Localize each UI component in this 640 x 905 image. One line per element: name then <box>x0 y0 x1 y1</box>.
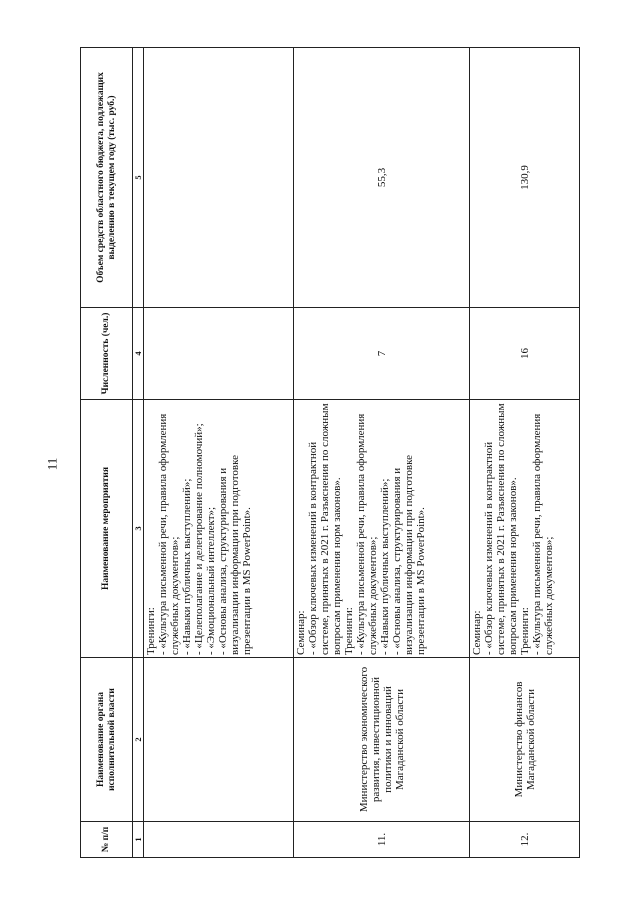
row-num <box>144 822 294 858</box>
event-line: Тренинги: <box>343 607 355 655</box>
header-num: № п/п <box>81 822 133 858</box>
event-line: - «Обзор ключевых изменений в контрактной системе, принятых в 2021 г. Разъяснения по сложным вопросам применения норм законов». <box>483 403 519 655</box>
event-line: - «Основы анализа, структурирования и визуализации информации при подготовке презентации в MS PowerPoint». <box>391 454 427 655</box>
row-count <box>144 308 294 400</box>
column-number: 1 <box>133 822 144 858</box>
row-org: Министерство финансов Магаданской области <box>470 658 580 822</box>
row-num: 11. <box>294 822 470 858</box>
row-num: 12. <box>470 822 580 858</box>
column-number-row <box>133 48 144 858</box>
row-event <box>470 400 580 658</box>
row-budget: 130,9 <box>470 48 580 308</box>
column-number: 5 <box>133 48 144 308</box>
header-event: Наименование мероприятия <box>81 400 133 658</box>
column-number: 4 <box>133 308 144 400</box>
rotated-page <box>80 48 580 858</box>
table-row <box>144 48 294 858</box>
column-number: 3 <box>133 400 144 658</box>
row-count: 16 <box>470 308 580 400</box>
event-line: Семинар: <box>295 610 307 655</box>
event-line: - «Обзор ключевых изменений в контрактной системе, принятых в 2021 г. Разъяснения по сложным вопросам применения норм законов». <box>307 403 343 655</box>
row-event <box>144 400 294 658</box>
header-org: Наименование органа исполнительной власти <box>81 658 133 822</box>
event-line: - «Культура письменной речи, правила оформления служебных документов»; <box>355 413 379 655</box>
header-budget: Объем средств областного бюджета, подлежащих выделению в текущем году (тыс. руб.) <box>81 48 133 308</box>
event-line: Тренинги: <box>519 607 531 655</box>
event-line: - «Навыки публичных выступлений»; <box>181 478 193 655</box>
event-line: - «Эмоциональный интеллект»; <box>205 506 217 655</box>
table-row <box>294 48 470 858</box>
column-number: 2 <box>133 658 144 822</box>
row-event <box>294 400 470 658</box>
table-row <box>470 48 580 858</box>
event-line: Семинар: <box>471 610 483 655</box>
row-org <box>144 658 294 822</box>
row-budget <box>144 48 294 308</box>
event-line: - «Навыки публичных выступлений»; <box>379 478 391 655</box>
row-budget: 55,3 <box>294 48 470 308</box>
row-count: 7 <box>294 308 470 400</box>
event-line: - «Культура письменной речи, правила оформления служебных документов»; <box>531 413 555 655</box>
event-line: Тренинги: <box>145 607 157 655</box>
event-line: - «Культура письменной речи, правила оформления служебных документов»; <box>157 413 181 655</box>
event-line: - «Целеполагание и делегирование полномочий»; <box>193 423 205 655</box>
row-org: Министерство экономического развития, инвестиционной политики и инноваций Магаданской области <box>294 658 470 822</box>
header-count: Численность (чел.) <box>81 308 133 400</box>
event-line: - «Основы анализа, структурирования и визуализации информации при подготовке презентации в MS PowerPoint». <box>217 454 253 655</box>
page-number: 11 <box>44 457 60 471</box>
events-table <box>80 47 580 858</box>
table-header-row <box>81 48 133 858</box>
